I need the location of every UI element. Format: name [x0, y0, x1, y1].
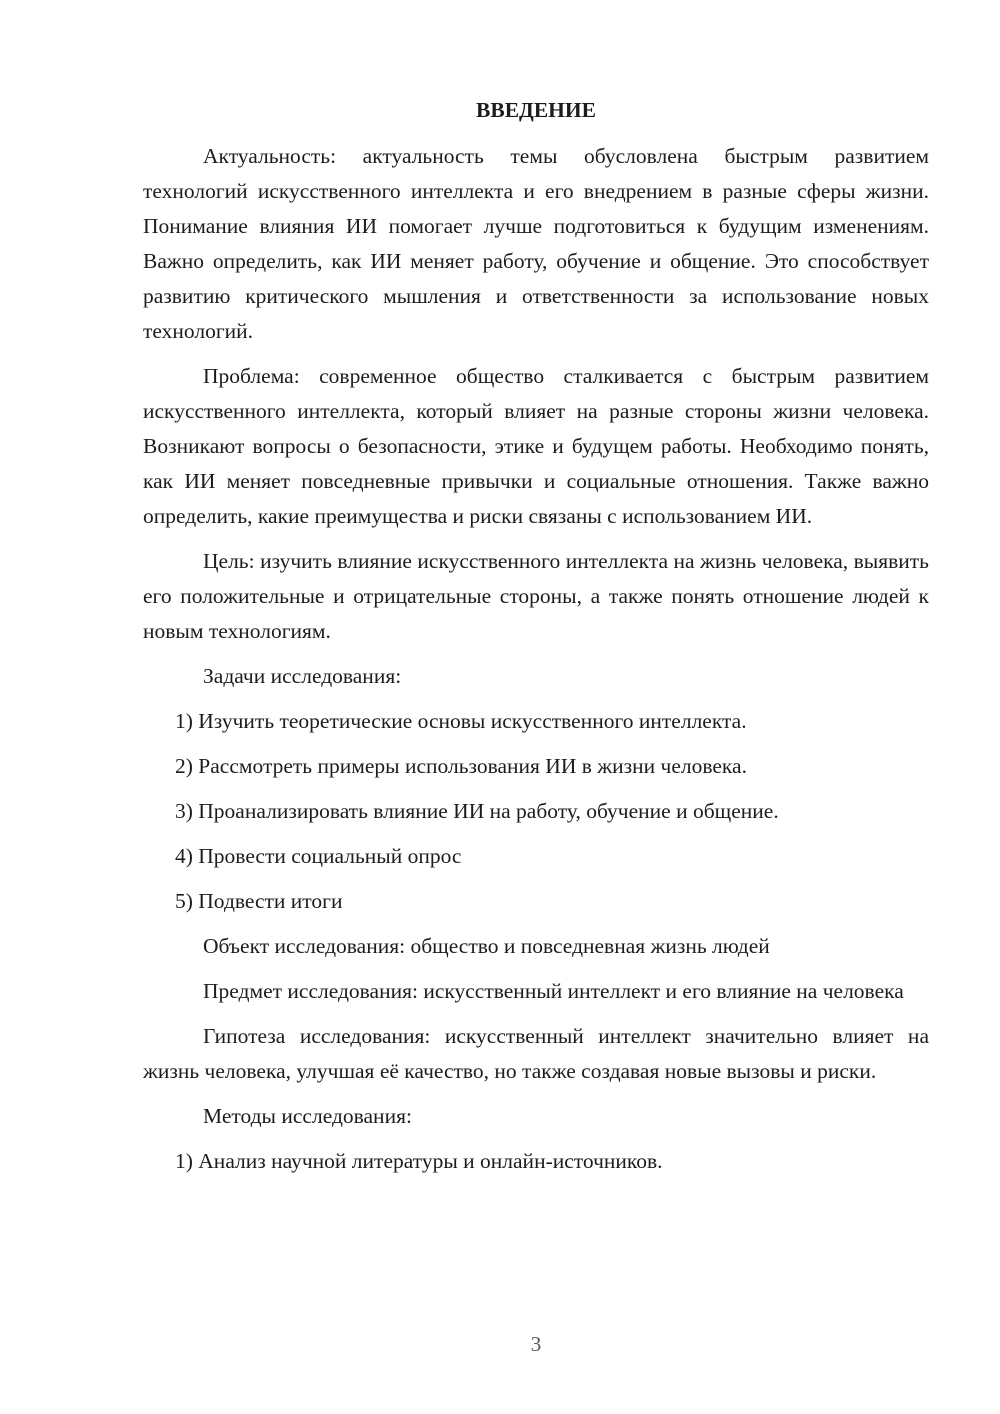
document-page [143, 95, 929, 1189]
list-item: 1) Анализ научной литературы и онлайн-источников. [175, 1149, 663, 1173]
tasks-list [143, 704, 929, 919]
relevance-paragraph: Актуальность: актуальность темы обусловлена быстрым развитием технологий искусственного интеллекта и его внедрением в разные сферы жизни. Понимание влияния ИИ помогает лучше подготовиться к будущим изменениям. Важно определить, как ИИ меняет работу, обучение и общение. Это способствует развитию критического мышления и ответственности за использование новых технологий. [143, 144, 929, 343]
list-item: 2) Рассмотреть примеры использования ИИ в жизни человека. [175, 754, 747, 778]
list-item: 3) Проанализировать влияние ИИ на работу, обучение и общение. [175, 799, 779, 823]
tasks-heading: Задачи исследования: [203, 664, 402, 688]
subject-paragraph: Предмет исследования: искусственный интеллект и его влияние на человека [203, 979, 904, 1003]
page-number: 3 [530, 1332, 542, 1356]
list-item: 4) Провести социальный опрос [175, 844, 462, 868]
goal-paragraph: Цель: изучить влияние искусственного интеллекта на жизнь человека, выявить его положительные и отрицательные стороны, а также понять отношение людей к новым технологиям. [143, 549, 929, 643]
methods-list [143, 1144, 929, 1179]
page-title: ВВЕДЕНИЕ [476, 98, 596, 122]
problem-paragraph: Проблема: современное общество сталкивается с быстрым развитием искусственного интеллекта, который влияет на разные стороны жизни человека. Возникают вопросы о безопасности, этике и будущем работы. Необходимо понять, как ИИ меняет повседневные привычки и социальные отношения. Также важно определить, какие преимущества и риски связаны с использованием ИИ. [143, 364, 929, 528]
methods-heading: Методы исследования: [203, 1104, 412, 1128]
object-paragraph: Объект исследования: общество и повседневная жизнь людей [203, 934, 770, 958]
list-item: 1) Изучить теоретические основы искусственного интеллекта. [175, 709, 747, 733]
list-item: 5) Подвести итоги [175, 889, 343, 913]
hypothesis-paragraph: Гипотеза исследования: искусственный интеллект значительно влияет на жизнь человека, улучшая её качество, но также создавая новые вызовы и риски. [143, 1024, 929, 1083]
